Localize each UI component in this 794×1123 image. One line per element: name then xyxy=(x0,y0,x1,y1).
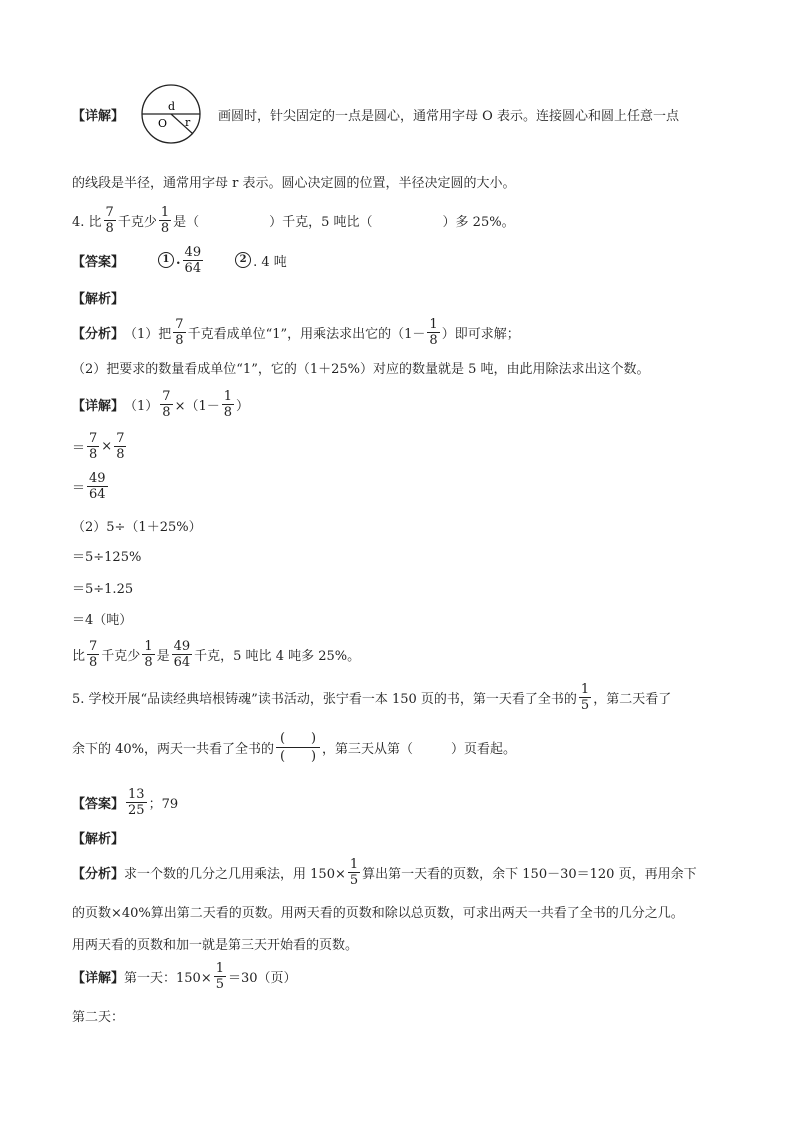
q5-text-a: 5. 学校开展“品读经典培根铸魂”读书活动，张宁看一本 150 页的书，第一天看了全书的 xyxy=(72,691,577,707)
q4-detail-line-5 xyxy=(72,546,141,565)
fraction-numerator: 7 xyxy=(89,638,98,654)
fraction-denominator: 8 xyxy=(105,220,114,236)
label-r: r xyxy=(185,116,191,129)
detail-text-2: 的线段是半径，通常用字母 r 表示。圆心决定圆的位置，半径决定圆的大小。 xyxy=(72,176,516,191)
fraction-1-5 xyxy=(348,857,360,888)
fraction-numerator: 1 xyxy=(429,316,438,332)
q4-detail-line-7 xyxy=(72,609,132,628)
detail-step-1: （2）5÷（1＋25%） xyxy=(72,520,202,535)
detail-step-3: ＝5÷1.25 xyxy=(72,582,134,597)
label-d: d xyxy=(168,100,176,113)
conclusion-text-b: 千克少 xyxy=(101,648,141,664)
detail-text-c: ） xyxy=(236,398,250,414)
blank-numerator[interactable]: ( ) xyxy=(279,730,317,746)
fenxi-text-a: 求一个数的几分之几用乘法，用 150× xyxy=(124,866,346,882)
fraction-denominator: 64 xyxy=(173,654,191,670)
fraction-7-8 xyxy=(87,431,99,462)
fraction-denominator: 8 xyxy=(160,220,170,236)
detail-text-b: ×（1－ xyxy=(174,398,220,414)
fraction-49-64 xyxy=(172,639,193,670)
detail-step-4: ＝4（吨） xyxy=(72,613,133,628)
fraction-numerator: 1 xyxy=(580,681,590,697)
detail-label: 【详解】 xyxy=(72,398,125,414)
detail-label: 【详解】 xyxy=(72,970,125,986)
answer-2-text: . 4 吨 xyxy=(253,254,287,270)
q4-detail-line-6 xyxy=(72,578,133,597)
label-o: O xyxy=(158,117,168,130)
fraction-numerator: 1 xyxy=(215,960,225,976)
fenxi-label: 【分析】 xyxy=(72,326,125,342)
q4-conclusion-line xyxy=(72,636,360,672)
q5-answer-line xyxy=(72,784,178,820)
q5-text-b: ，第二天看了 xyxy=(593,691,672,707)
fraction-numerator: 49 xyxy=(184,244,202,260)
conclusion-text-c: 是 xyxy=(156,648,170,664)
q4-text-b: 千克少 xyxy=(117,214,157,230)
fraction-1-5 xyxy=(579,682,591,713)
fraction-denominator: 8 xyxy=(175,332,184,348)
q5-text-c: 余下的 40%，两天一共看了全书的 xyxy=(72,741,275,757)
fraction-denominator: 25 xyxy=(128,802,145,818)
q4-answer-line xyxy=(72,242,287,278)
analysis-label: 【解析】 xyxy=(72,292,125,307)
q4-detail-line-3 xyxy=(72,468,110,504)
q5-line-1 xyxy=(72,679,671,715)
q4-detail-line-1 xyxy=(72,386,249,422)
fraction-numerator: 7 xyxy=(175,316,184,332)
fraction-7-8 xyxy=(114,431,126,462)
fraction-numerator: 49 xyxy=(173,638,191,654)
conclusion-text-a: 比 xyxy=(72,648,86,664)
fraction-numerator: 7 xyxy=(162,388,171,404)
q5-text-e: ）页看起。 xyxy=(451,741,517,757)
fraction-denominator: 64 xyxy=(89,486,106,502)
fraction-denominator: 5 xyxy=(215,976,225,992)
q5-analysis-line xyxy=(72,828,124,847)
q4-detail-line-4 xyxy=(72,516,202,535)
fraction-denominator: 8 xyxy=(223,404,233,420)
fraction-7-8 xyxy=(173,317,185,348)
fraction-denominator: 5 xyxy=(349,872,359,888)
answer-fraction-49-64 xyxy=(183,245,204,276)
equals-sign: ＝ xyxy=(72,440,86,456)
q5-detail-line-1 xyxy=(72,958,297,994)
detail-text-1: 画圆时，针尖固定的一点是圆心，通常用字母 O 表示。连接圆心和圆上任意一点 xyxy=(218,108,679,124)
detail-step-2: ＝5÷125% xyxy=(72,550,142,565)
fraction-numerator: 7 xyxy=(116,430,125,446)
fraction-numerator: 7 xyxy=(105,204,114,220)
conclusion-text-d: 千克，5 吨比 4 吨多 25%。 xyxy=(194,648,361,664)
q4-detail-line-2 xyxy=(72,428,128,464)
q5-fenxi-line-1 xyxy=(72,854,697,890)
fraction-49-64 xyxy=(87,471,108,502)
fraction-1-8 xyxy=(222,389,234,420)
answer-sep: . xyxy=(176,252,181,268)
detail-text-2: 第二天： xyxy=(72,1010,125,1025)
circled-number-2: 2 xyxy=(235,252,251,268)
circle-figure xyxy=(126,82,216,146)
q4-line xyxy=(72,202,515,238)
q5-text-d: ，第三天从第（ xyxy=(322,741,414,757)
detail-text-a: 第一天：150× xyxy=(124,970,212,986)
answer-label: 【答案】 xyxy=(72,254,125,270)
answer-tail: ；79 xyxy=(148,796,179,812)
fraction-denominator: 8 xyxy=(116,446,125,462)
fraction-1-8 xyxy=(427,317,439,348)
q5-line-2 xyxy=(72,726,516,768)
blank-denominator[interactable]: ( ) xyxy=(279,748,317,764)
fraction-numerator: 13 xyxy=(128,786,145,802)
fraction-1-8 xyxy=(159,205,171,236)
equals-sign: ＝ xyxy=(72,480,86,496)
fraction-denominator: 8 xyxy=(162,404,171,420)
q5-fenxi-line-3 xyxy=(72,934,358,953)
fraction-numerator: 1 xyxy=(160,204,170,220)
detail-line-2 xyxy=(72,172,515,191)
circled-number-1: 1 xyxy=(158,252,174,268)
detail-line-1 xyxy=(72,100,679,128)
fraction-numerator: 49 xyxy=(89,470,106,486)
blank-fraction[interactable] xyxy=(276,730,320,765)
q4-text-a: 4. 比 xyxy=(72,214,102,230)
answer-fraction-13-25 xyxy=(126,787,147,818)
q4-fenxi-line-1 xyxy=(72,314,520,350)
fraction-denominator: 8 xyxy=(89,654,98,670)
fraction-numerator: 7 xyxy=(89,430,98,446)
fenxi-text-c: ）即可求解； xyxy=(441,326,520,342)
fenxi-text-a: （1）把 xyxy=(124,326,172,342)
fraction-denominator: 8 xyxy=(429,332,438,348)
fraction-7-8 xyxy=(160,389,172,420)
fraction-numerator: 1 xyxy=(223,388,233,404)
q5-detail-line-2 xyxy=(72,1006,124,1025)
detail-label: 【详解】 xyxy=(72,108,125,124)
q4-fenxi-line-2 xyxy=(72,358,650,377)
fraction-numerator: 1 xyxy=(349,856,359,872)
times-sign: × xyxy=(101,438,113,454)
fraction-7-8 xyxy=(104,205,116,236)
analysis-label: 【解析】 xyxy=(72,832,125,847)
q4-text-d: ）千克，5 吨比（ xyxy=(269,214,373,230)
fraction-denominator: 8 xyxy=(144,654,153,670)
fraction-denominator: 64 xyxy=(184,260,202,276)
fraction-1-8 xyxy=(142,639,154,670)
fenxi-text-3: 用两天看的页数和加一就是第三天开始看的页数。 xyxy=(72,938,359,953)
fenxi-text-b: 千克看成单位“1”，用乘法求出它的（1－ xyxy=(187,326,426,342)
q4-text-c: 是（ xyxy=(173,214,200,230)
fraction-7-8 xyxy=(87,639,99,670)
detail-text-a: （1） xyxy=(124,398,159,414)
q4-analysis-line xyxy=(72,288,124,307)
fraction-numerator: 1 xyxy=(144,638,153,654)
fenxi-label: 【分析】 xyxy=(72,866,125,882)
fraction-denominator: 8 xyxy=(89,446,98,462)
fenxi-text-2: 的页数×40%算出第二天看的页数。用两天看的页数和除以总页数，可求出两天一共看了全书的几分之几。 xyxy=(72,906,684,921)
q5-fenxi-line-2 xyxy=(72,902,684,921)
answer-label: 【答案】 xyxy=(72,796,125,812)
fraction-1-5 xyxy=(214,961,226,992)
fenxi-text-b: 算出第一天看的页数，余下 150－30＝120 页，再用余下 xyxy=(362,866,697,882)
fenxi-text-2: （2）把要求的数量看成单位“1”，它的（1＋25%）对应的数量就是 5 吨，由此用除法求出这个数。 xyxy=(72,362,650,377)
detail-text-b: ＝30（页） xyxy=(228,970,297,986)
q4-text-e: ）多 25%。 xyxy=(442,214,515,230)
fraction-denominator: 5 xyxy=(580,697,590,713)
